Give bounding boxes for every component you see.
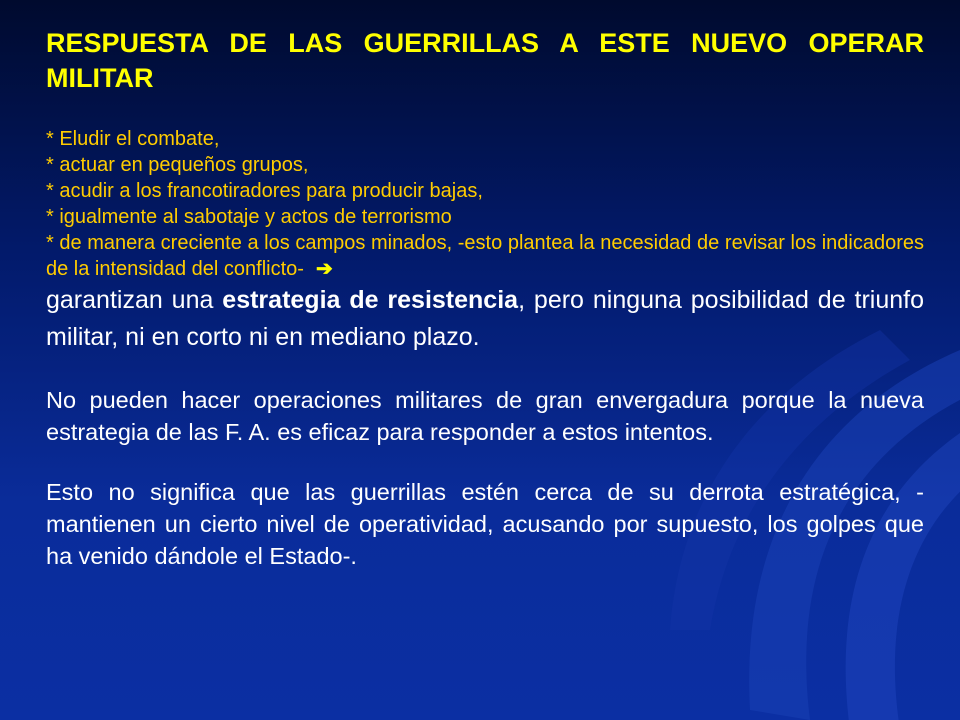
bullet-item: * Eludir el combate,: [46, 128, 220, 150]
bullet-list: [46, 126, 924, 282]
bullet-item-text: * de manera creciente a los campos minados, -esto plantea la necesidad de revisar los indicadores de la intensidad del conflicto-: [46, 232, 924, 280]
paragraph-emphasis: estrategia de resistencia: [222, 286, 519, 314]
bullet-item-last: [46, 230, 924, 282]
slide-content: [46, 26, 924, 600]
arrow-right-icon: ➔: [315, 258, 333, 280]
paragraph-text-before: garantizan una: [46, 286, 223, 314]
paragraph-strategy: Esto no significa que las guerrillas estén cerca de su derrota estratégica, - mantienen un cierto nivel de operatividad, acusando por supuesto, los golpes que ha venido dándole el Estado-.: [46, 479, 924, 569]
bullet-item: * actuar en pequeños grupos,: [46, 154, 309, 176]
bullet-item: * acudir a los francotiradores para producir bajas,: [46, 180, 483, 202]
paragraph-operations: No pueden hacer operaciones militares de gran envergadura porque la nueva estrategia de las F. A. es eficaz para responder a estos intentos.: [46, 387, 924, 445]
slide-title: RESPUESTA DE LAS GUERRILLAS A ESTE NUEVO OPERAR MILITAR: [46, 28, 924, 93]
paragraph-conclusion: [46, 282, 924, 356]
paragraph-text-after: , pero ninguna posibilidad de triunfo militar, ni en corto ni en mediano plazo.: [46, 286, 925, 351]
bullet-item: * igualmente al sabotaje y actos de terrorismo: [46, 206, 452, 228]
